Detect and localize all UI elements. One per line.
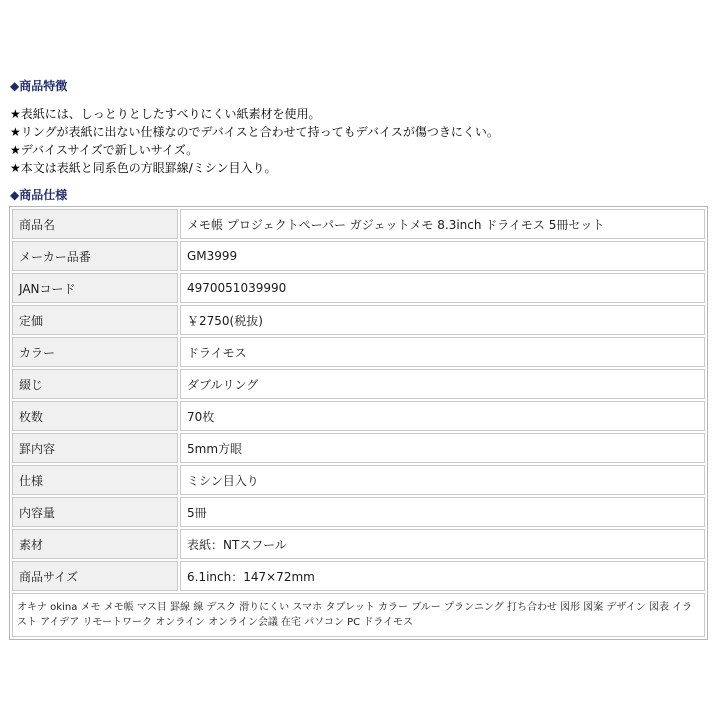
spec-label: メーカー品番 xyxy=(12,241,178,271)
feature-item: ★本文は表紙と同系色の方眼罫線/ミシン目入り。 xyxy=(10,161,277,175)
spec-value: 6.1inch：147×72mm xyxy=(180,561,705,591)
table-row xyxy=(12,529,705,559)
keywords-cell: オキナ okina メモ メモ帳 マス目 罫線 線 デスク 滑りにくい スマホ タブレット カラー ブルー プランニング 打ち合わせ 図形 図案 デザイン 図表 イラスト アイデア リモートワーク オンライン オンライン会議 在宅 パソコン PC ドライモス xyxy=(12,593,705,637)
features-list xyxy=(10,105,710,177)
spec-value: ダブルリング xyxy=(180,369,705,399)
feature-item: ★リングが表紙に出ない仕様なのでデバイスと合わせて持ってもデバイスが傷つきにくい。 xyxy=(10,125,499,139)
spec-table xyxy=(9,206,708,640)
spec-value: 70枚 xyxy=(180,401,705,431)
feature-item: ★表紙には、しっとりとしたすべりにくい紙素材を使用。 xyxy=(10,107,321,121)
table-row xyxy=(12,593,705,637)
spec-label: 商品名 xyxy=(12,209,178,239)
spec-label: 内容量 xyxy=(12,497,178,527)
feature-item: ★デバイスサイズで新しいサイズ。 xyxy=(10,143,199,157)
spec-label: 定価 xyxy=(12,305,178,335)
spec-value: 表紙：NTスフール xyxy=(180,529,705,559)
table-row xyxy=(12,465,705,495)
specs-heading: ◆商品仕様 xyxy=(10,188,68,202)
spec-value: GM3999 xyxy=(180,241,705,271)
spec-value: ミシン目入り xyxy=(180,465,705,495)
table-row xyxy=(12,209,705,239)
table-row xyxy=(12,497,705,527)
spec-value: 4970051039990 xyxy=(180,273,705,303)
spec-label: 綴じ xyxy=(12,369,178,399)
table-row xyxy=(12,433,705,463)
table-row xyxy=(12,561,705,591)
table-row xyxy=(12,337,705,367)
features-heading: ◆商品特徴 xyxy=(10,79,68,93)
spec-label: JANコード xyxy=(12,273,178,303)
spec-label: 枚数 xyxy=(12,401,178,431)
spec-label: カラー xyxy=(12,337,178,367)
spec-value: 5mm方眼 xyxy=(180,433,705,463)
spec-label: 罫内容 xyxy=(12,433,178,463)
spec-value: 5冊 xyxy=(180,497,705,527)
table-row xyxy=(12,305,705,335)
spec-value: ￥2750(税抜) xyxy=(180,305,705,335)
spec-label: 仕様 xyxy=(12,465,178,495)
table-row xyxy=(12,273,705,303)
spec-label: 素材 xyxy=(12,529,178,559)
table-row xyxy=(12,401,705,431)
table-row xyxy=(12,241,705,271)
spec-value: ドライモス xyxy=(180,337,705,367)
spec-value: メモ帳 プロジェクトペーパー ガジェットメモ 8.3inch ドライモス 5冊セット xyxy=(180,209,705,239)
spec-label: 商品サイズ xyxy=(12,561,178,591)
table-row xyxy=(12,369,705,399)
